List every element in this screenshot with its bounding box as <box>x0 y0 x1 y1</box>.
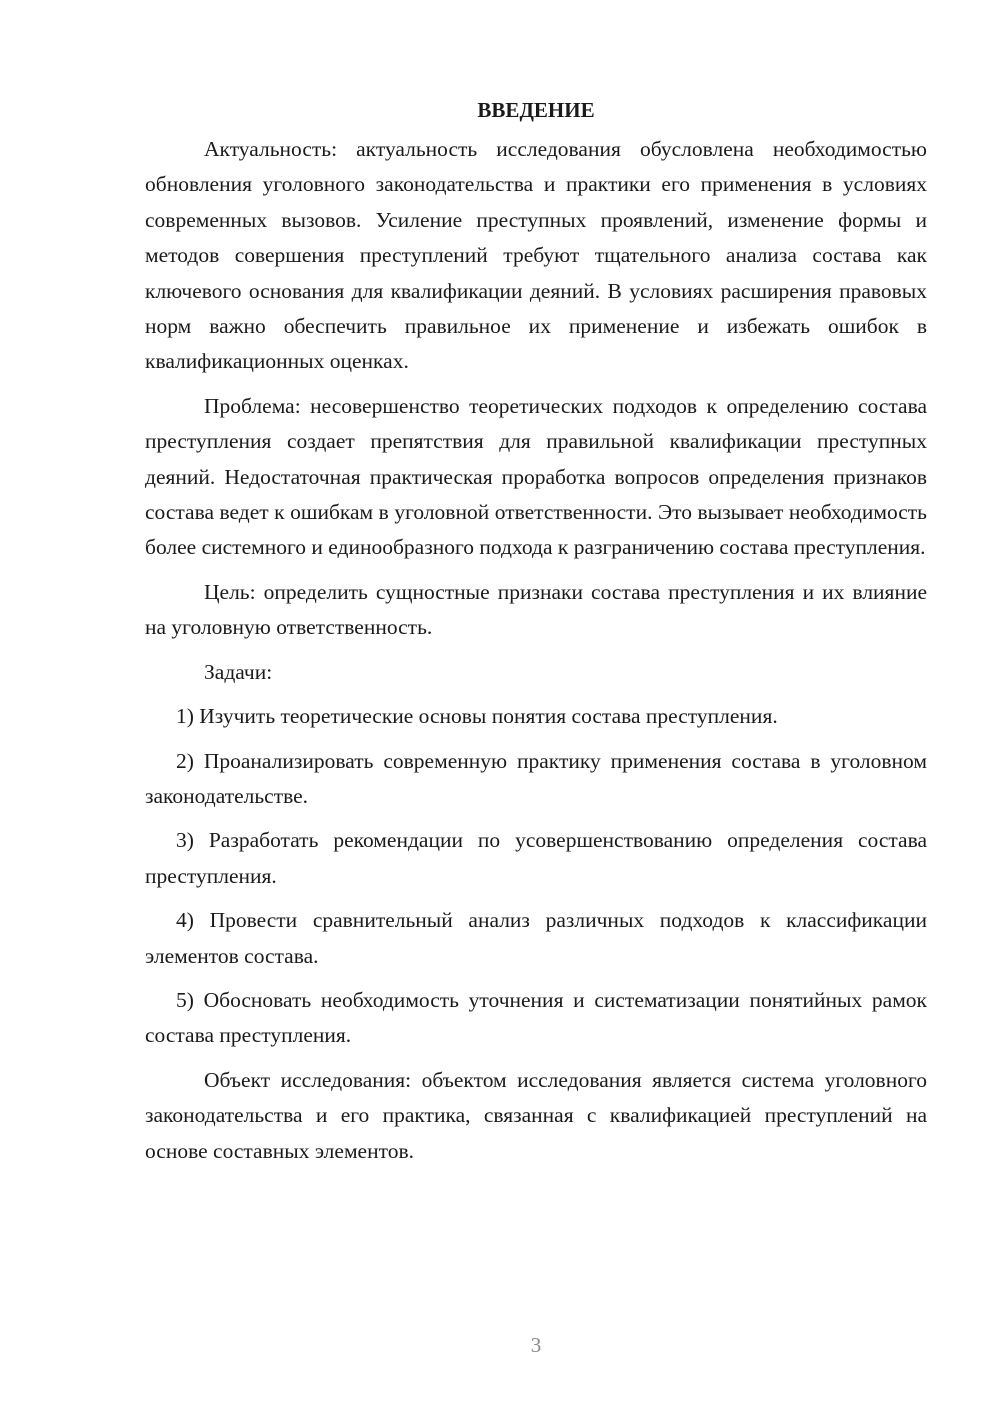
task-item-2: 2) Проанализировать современную практику применения состава в уголовном законодательстве. <box>145 748 927 808</box>
document-page <box>145 92 927 1178</box>
section-heading: ВВЕДЕНИЕ <box>477 98 595 122</box>
tasks-label: Задачи: <box>204 659 273 684</box>
problem-paragraph: Проблема: несовершенство теоретических подходов к определению состава преступления создает препятствия для правильной квалификации преступных деяний. Недостаточная практическая проработка вопросов определения признаков состава ведет к ошибкам в уголовной ответственности. Это вызывает необходимость более системного и единообразного подхода к разграничению состава преступления. <box>145 393 927 560</box>
relevance-paragraph: Актуальность: актуальность исследования обусловлена необходимостью обновления уголовного законодательства и практики его применения в условиях современных вызовов. Усиление преступных проявлений, изменение формы и методов совершения преступлений требуют тщательного анализа состава как ключевого основания для квалификации деяний. В условиях расширения правовых норм важно обеспечить правильное их применение и избежать ошибок в квалификационных оценках. <box>145 137 927 374</box>
task-item-4: 4) Провести сравнительный анализ различных подходов к классификации элементов состава. <box>145 908 927 968</box>
goal-paragraph: Цель: определить сущностные признаки состава преступления и их влияние на уголовную ответственность. <box>145 579 927 640</box>
task-item-5: 5) Обосновать необходимость уточнения и систематизации понятийных рамок состава преступления. <box>145 987 927 1048</box>
task-item-1: 1) Изучить теоретические основы понятия состава преступления. <box>176 704 778 729</box>
object-paragraph: Объект исследования: объектом исследования является система уголовного законодательства и его практика, связанная с квалификацией преступлений на основе составных элементов. <box>145 1067 927 1163</box>
page-number: 3 <box>530 1333 542 1357</box>
task-item-3: 3) Разработать рекомендации по усовершенствованию определения состава преступления. <box>145 828 927 888</box>
